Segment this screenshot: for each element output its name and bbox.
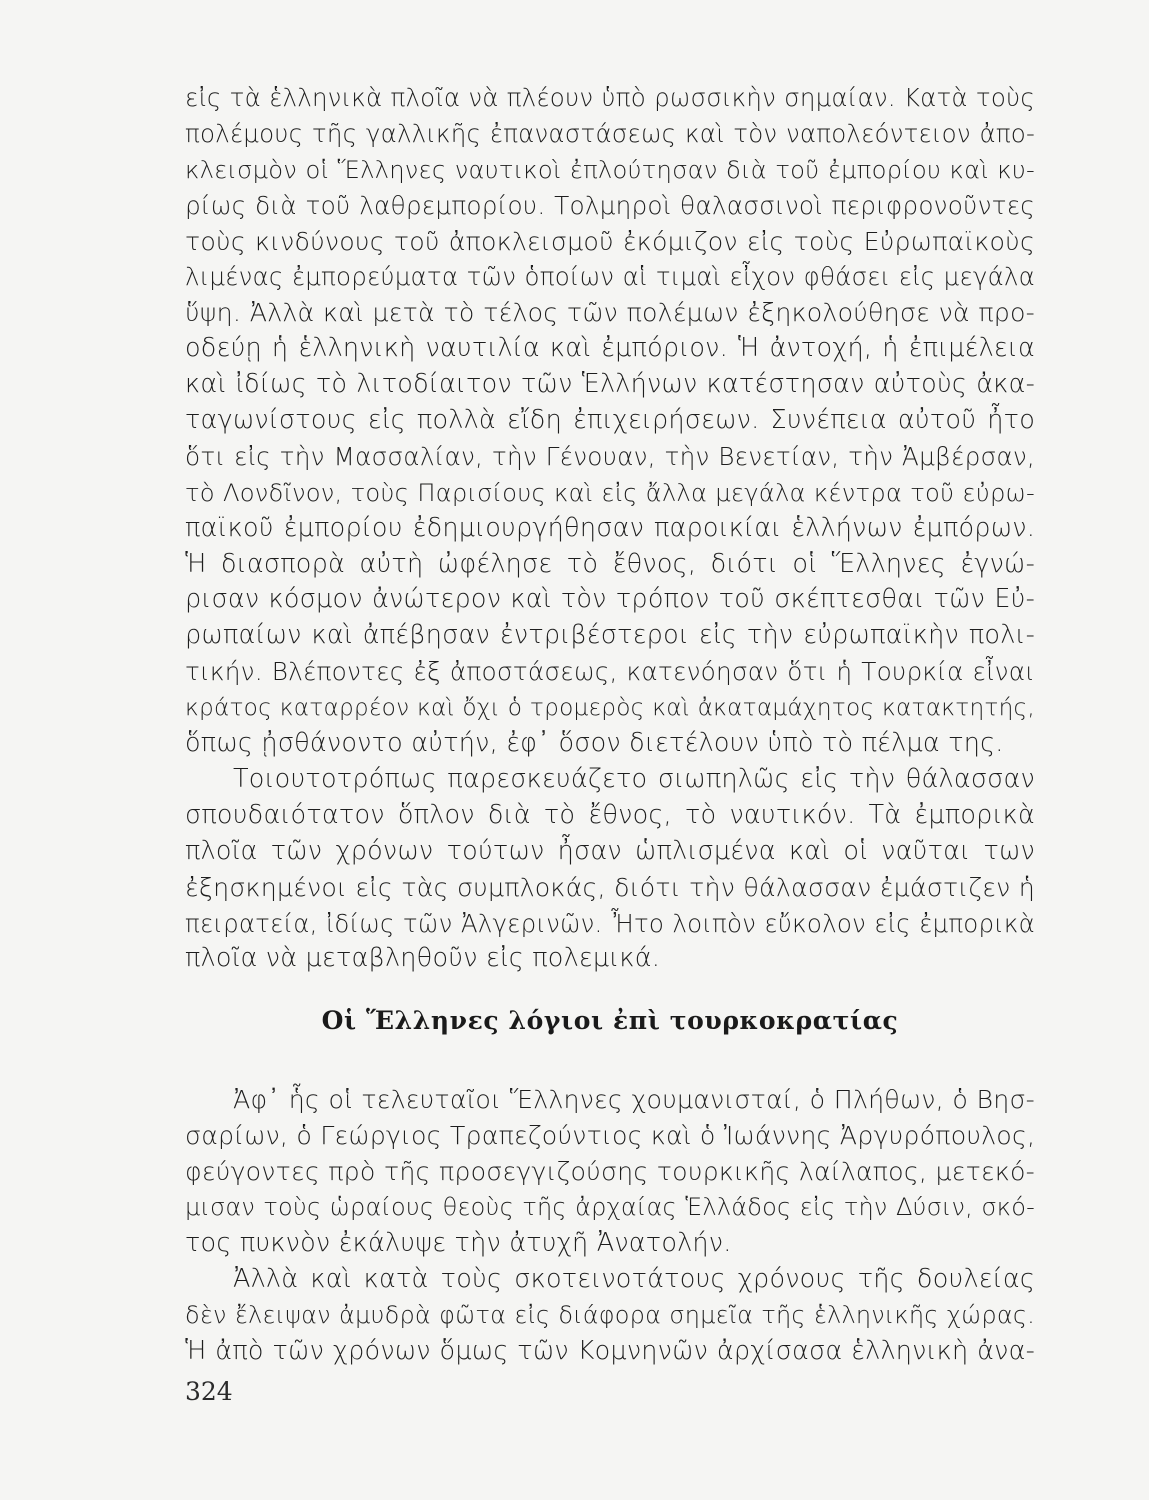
text-line: καὶ ἰδίως τὸ λιτοδίαιτον τῶν Ἑλλήνων κατέστησαν αὐτοὺς ἀκα- [185, 369, 1035, 400]
paragraph-dark-years [185, 1262, 1035, 1370]
text-line: πλοῖα τῶν χρόνων τούτων ἦσαν ὡπλισμένα καὶ οἱ ναῦται των [185, 835, 1035, 866]
text-line: φεύγοντες πρὸ τῆς προσεγγιζούσης τουρκικῆς λαίλαπος, μετεκό- [185, 1156, 1035, 1186]
text-line: παϊκοῦ ἐμπορίου ἐδημιουργήθησαν παροικίαι ἑλλήνων ἐμπόρων. [185, 512, 1035, 543]
text-line: τος πυκνὸν ἐκάλυψε τὴν ἀτυχῆ Ἀνατολήν. [185, 1227, 732, 1258]
text-line: οδεύῃ ἡ ἑλληνικὴ ναυτιλία καὶ ἐμπόριον. Ἡ ἀντοχή, ἡ ἐπιμέλεια [185, 333, 1035, 364]
text-line: τοὺς κινδύνους τοῦ ἀποκλεισμοῦ ἐκόμιζον εἰς τοὺς Εὐρωπαϊκοὺς [185, 226, 1035, 256]
page-number: 324 [185, 1377, 233, 1406]
text-line: ρωπαίων καὶ ἀπέβησαν ἐντριβέστεροι εἰς τὴν εὐρωπαϊκὴν πολι- [185, 620, 1035, 651]
section-heading: Οἱ Ἕλληνες λόγιοι ἐπὶ τουρκοκρατίας [321, 1006, 899, 1035]
text-line: ρίως διὰ τοῦ λαθρεμπορίου. Τολμηροὶ θαλασσινοὶ περιφρονοῦντες [185, 190, 1035, 220]
paragraph-naval-preparation [185, 762, 1035, 977]
text-line: λιμένας ἐμπορεύματα τῶν ὁποίων αἱ τιμαὶ εἶχον φθάσει εἰς μεγάλα [185, 262, 1035, 292]
text-line: ἐξησκημένοι εἰς τὰς συμπλοκάς, διότι τὴν θάλασσαν ἐμάστιζεν ἡ [185, 872, 1035, 902]
text-line: Ἡ διασπορὰ αὐτὴ ὠφέλησε τὸ ἔθνος, διότι οἱ Ἕλληνες ἐγνώ- [185, 548, 1035, 579]
text-line: πειρατεία, ἰδίως τῶν Ἀλγερινῶν. Ἦτο λοιπὸν εὔκολον εἰς ἐμπορικὰ [185, 908, 1035, 938]
text-line: Ἀφ᾽ ἧς οἱ τελευταῖοι Ἕλληνες χουμανισταί, ὁ Πλήθων, ὁ Βησ- [233, 1085, 1035, 1114]
text-line: σπουδαιότατον ὅπλον διὰ τὸ ἔθνος, τὸ ναυτικόν. Τὰ ἐμπορικὰ [185, 799, 1035, 830]
text-line: ρισαν κόσμον ἀνώτερον καὶ τὸν τρόπον τοῦ σκέπτεσθαι τῶν Εὐ- [185, 584, 1035, 615]
text-line: Τοιουτοτρόπως παρεσκευάζετο σιωπηλῶς εἰς τὴν θάλασσαν [233, 764, 1035, 794]
text-line: ταγωνίστους εἰς πολλὰ εἴδη ἐπιχειρήσεων. Συνέπεια αὐτοῦ ἦτο [185, 405, 1035, 436]
text-line: κράτος καταρρέον καὶ ὄχι ὁ τρομερὸς καὶ ἀκαταμάχητος κατακτητής, [185, 694, 1035, 722]
text-line: σαρίων, ὁ Γεώργιος Τραπεζούντιος καὶ ὁ Ἰωάννης Ἀργυρόπουλος, [185, 1120, 1036, 1150]
text-line: ὅπως ᾐσθάνοντο αὐτήν, ἐφ᾽ ὅσον διετέλουν ὑπὸ τὸ πέλμα της. [185, 728, 1004, 759]
paragraph-shipping-prosperity [185, 80, 1035, 762]
text-line: δὲν ἔλειψαν ἀμυδρὰ φῶτα εἰς διάφορα σημεῖα τῆς ἑλληνικῆς χώρας. [185, 1300, 1035, 1329]
text-line: Ἀλλὰ καὶ κατὰ τοὺς σκοτεινοτάτους χρόνους τῆς δουλείας [233, 1264, 1035, 1294]
text-line: τὸ Λονδῖνον, τοὺς Παρισίους καὶ εἰς ἄλλα μεγάλα κέντρα τοῦ εὐρω- [185, 477, 1035, 507]
text-line: μισαν τοὺς ὡραίους θεοὺς τῆς ἀρχαίας Ἑλλάδος εἰς τὴν Δύσιν, σκό- [185, 1192, 1035, 1221]
paragraph-humanists [185, 1082, 1035, 1261]
text-line: εἰς τὰ ἑλληνικὰ πλοῖα νὰ πλέουν ὑπὸ ρωσσικὴν σημαίαν. Κατὰ τοὺς [185, 83, 1035, 112]
text-line: ὕψη. Ἀλλὰ καὶ μετὰ τὸ τέλος τῶν πολέμων ἐξηκολούθησε νὰ προ- [185, 298, 1035, 328]
text-line: πολέμους τῆς γαλλικῆς ἐπαναστάσεως καὶ τὸν ναπολεόντειον ἀπο- [185, 118, 1035, 148]
text-line: πλοῖα νὰ μεταβληθοῦν εἰς πολεμικά. [185, 943, 661, 974]
text-line: τικήν. Βλέποντες ἐξ ἀποστάσεως, κατενόησαν ὅτι ἡ Τουρκία εἶναι [185, 657, 1035, 687]
text-line: ὅτι εἰς τὴν Μασσαλίαν, τὴν Γένουαν, τὴν Βενετίαν, τὴν Ἀμβέρσαν, [185, 441, 1035, 471]
text-line: Ἡ ἀπὸ τῶν χρόνων ὅμως τῶν Κομνηνῶν ἀρχίσασα ἑλληνικὴ ἀνα- [185, 1335, 1035, 1366]
text-line: κλεισμὸν οἱ Ἕλληνες ναυτικοὶ ἐπλούτησαν διὰ τοῦ ἐμπορίου καὶ κυ- [185, 154, 1035, 184]
